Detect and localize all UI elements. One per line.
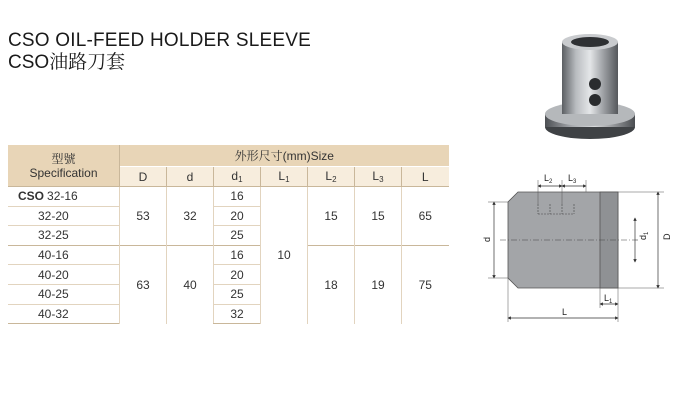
cell-d1: 20	[214, 265, 261, 285]
cell-L3: 15	[355, 187, 402, 246]
brand-label: CSO	[18, 189, 45, 204]
spec-value: 32-20	[8, 206, 120, 226]
col-header-d: d	[167, 167, 214, 187]
drawing-label-L1-main: L	[604, 293, 610, 303]
drawing-label-L2-main: L	[544, 173, 550, 183]
drawing-label-d1	[638, 231, 650, 240]
drawing-label-L3-main: L	[568, 173, 574, 183]
title-block	[8, 30, 311, 74]
drawing-label-L3-sub: 3	[573, 179, 577, 185]
drawing-label-L: L	[562, 307, 568, 317]
drawing-label-d: d	[482, 236, 492, 242]
cell-L2: 18	[308, 245, 355, 323]
col-header-D: D	[120, 167, 167, 187]
spec-cell	[8, 187, 120, 207]
drawing-label-D: D	[662, 233, 672, 240]
col-header-d1	[214, 167, 261, 187]
sleeve-bore	[571, 37, 609, 47]
spec-value: 40-25	[8, 284, 120, 304]
cell-d1: 25	[214, 226, 261, 246]
drawing-label-L2-sub: 2	[549, 179, 553, 185]
col-header-d1-main: d	[231, 169, 239, 183]
col-header-L3-sub: 3	[379, 175, 384, 184]
cell-L3: 19	[355, 245, 402, 323]
spec-value: 32-25	[8, 226, 120, 246]
col-header-L3	[355, 167, 402, 187]
cell-L: 65	[402, 187, 449, 246]
product-photo	[540, 30, 640, 155]
cell-D: 63	[120, 245, 167, 323]
col-header-L2	[308, 167, 355, 187]
cell-d1: 32	[214, 304, 261, 324]
drawing-label-L3	[568, 173, 577, 185]
col-header-L1-main: L	[278, 169, 286, 183]
col-header-L2-sub: 2	[332, 175, 337, 184]
col-header-L1-sub: 1	[285, 175, 290, 184]
spec-column-header	[8, 145, 120, 187]
technical-drawing	[470, 168, 680, 328]
cell-L2: 15	[308, 187, 355, 246]
cell-d1: 16	[214, 187, 261, 207]
cell-d: 32	[167, 187, 214, 246]
size-header: 外形尺寸(mm)Size	[120, 145, 449, 167]
cell-D: 53	[120, 187, 167, 246]
cell-d1: 16	[214, 245, 261, 265]
spec-value: 40-32	[8, 304, 120, 324]
col-header-L: L	[402, 167, 449, 187]
drawing-label-d1-main: d	[638, 234, 648, 240]
cell-L: 75	[402, 245, 449, 323]
spec-value: 32-16	[47, 189, 78, 204]
oil-hole-lower	[589, 94, 601, 106]
spec-value: 40-20	[8, 265, 120, 285]
drawing-label-L2	[544, 173, 553, 185]
cell-d1: 25	[214, 284, 261, 304]
spec-header-zh: 型號	[51, 151, 76, 166]
spec-table	[8, 145, 449, 324]
col-header-d1-sub: 1	[238, 175, 243, 184]
product-title-en: CSO OIL-FEED HOLDER SLEEVE	[8, 30, 311, 51]
table-row	[8, 245, 449, 265]
drawing-label-d1-sub: 1	[644, 231, 650, 235]
cell-L1: 10	[261, 187, 308, 324]
drawing-label-L1-sub: 1	[609, 299, 613, 305]
spec-value: 40-16	[8, 245, 120, 265]
col-header-L3-main: L	[372, 169, 380, 183]
cell-d1: 20	[214, 206, 261, 226]
oil-hole-upper	[589, 78, 601, 90]
cell-d: 40	[167, 245, 214, 323]
col-header-L2-main: L	[325, 169, 333, 183]
spec-header-en: Specification	[29, 165, 98, 180]
product-title-zh: CSO油路刀套	[8, 52, 126, 73]
table-row	[8, 187, 449, 207]
col-header-L1	[261, 167, 308, 187]
drawing-label-L1	[604, 293, 613, 305]
